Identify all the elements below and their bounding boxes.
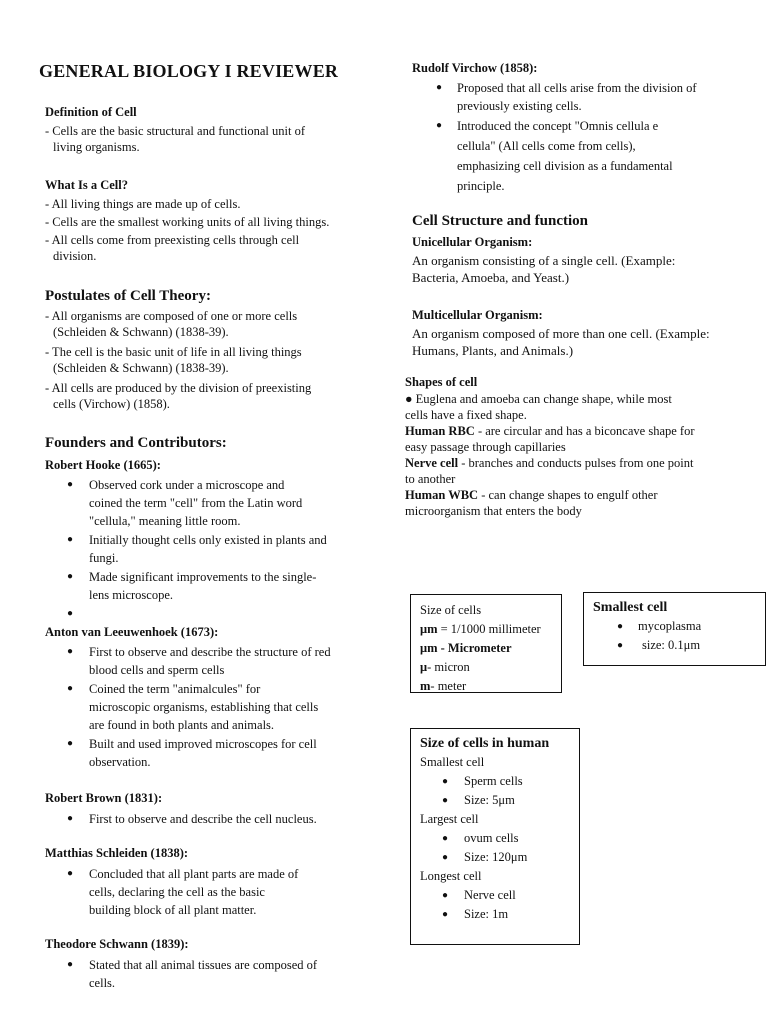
unicellular-line: An organism consisting of a single cell. (Example: (412, 253, 676, 268)
founder-name: Anton van Leeuwenhoek (1673): (45, 625, 219, 639)
shapes-line: to another (405, 472, 456, 486)
founder-name: Robert Brown (1831): (45, 791, 163, 805)
list-item: ● Size: 5μm (420, 791, 579, 810)
list-item: ● Stated that all animal tissues are composed of cells. (67, 958, 318, 990)
shapes-line: easy passage through capillaries (405, 440, 566, 454)
what-is-line: division. (53, 249, 97, 263)
postulate-line: (Schleiden & Schwann) (1838-39). (53, 361, 229, 375)
postulate-line: cells (Virchow) (1858). (53, 397, 170, 411)
bullet-icon: ● (67, 813, 74, 824)
shapes-nerve: Nerve cell - branches and conducts pulses from one point (405, 456, 694, 470)
hooke-list (45, 476, 375, 623)
definition-line: - Cells are the basic structural and functional unit of (45, 124, 305, 138)
human-cell-size-box (410, 728, 580, 945)
postulates-heading: Postulates of Cell Theory: (45, 288, 211, 304)
postulates-section (45, 287, 375, 412)
what-is-heading: What Is a Cell? (45, 178, 128, 192)
size-box-line: m- meter (420, 679, 467, 693)
founder-name: Theodore Schwann (1839): (45, 937, 189, 951)
structure-heading: Cell Structure and function (412, 213, 588, 229)
list-item: ● Size: 1m (420, 905, 579, 924)
smallest-cell-box (583, 592, 766, 666)
bullet-icon: ● (442, 909, 449, 920)
schleiden-list (45, 865, 375, 919)
what-is-line: - All cells come from preexisting cells through cell (45, 233, 300, 247)
shapes-rbc: Human RBC - are circular and has a biconcave shape for (405, 424, 695, 438)
size-box-line: μm = 1/1000 millimeter (420, 622, 541, 636)
multicellular-line: An organism composed of more than one cell. (Example: (412, 326, 710, 341)
founder-name: Matthias Schleiden (1838): (45, 846, 189, 860)
human-box-heading: Size of cells in human (420, 736, 550, 751)
bullet-icon: ● (442, 890, 449, 901)
list-item: ● Observed cork under a microscope and coined the term "cell" from the Latin word "cellula," meaning little room. (67, 478, 303, 528)
bullet-icon: ● (67, 959, 74, 970)
unicellular-heading: Unicellular Organism: (412, 235, 533, 249)
list-item: ● Introduced the concept "Omnis cellula e cellula" (All cells come from cells), emphasizing cell division as a fundamental principle. (412, 116, 742, 196)
virchow-list (412, 79, 742, 196)
list-item: ● First to observe and describe the structure of red blood cells and sperm cells (67, 645, 331, 677)
multicellular-heading: Multicellular Organism: (412, 308, 543, 322)
brown-list (45, 810, 375, 828)
bullet-icon: ● (442, 776, 449, 787)
size-box-title: Size of cells (420, 603, 482, 617)
definition-line: living organisms. (53, 140, 140, 154)
definition-section (45, 104, 375, 155)
what-is-line: - Cells are the smallest working units of all living things. (45, 215, 330, 229)
bullet-icon: ● (617, 640, 624, 651)
shapes-section (405, 374, 750, 519)
size-box-line: μ- micron (420, 660, 470, 674)
bullet-icon: ● (442, 852, 449, 863)
bullet-icon: ● (442, 833, 449, 844)
structure-section (412, 212, 752, 359)
size-of-cells-box (410, 594, 562, 693)
list-item: ● Made significant improvements to the single- lens microscope. (67, 570, 317, 602)
founders-section (45, 434, 375, 993)
founders-heading: Founders and Contributors: (45, 435, 227, 451)
bullet-icon: ● (67, 571, 74, 582)
postulate-line: - All cells are produced by the division of preexisting (45, 381, 312, 395)
size-box-line: μm - Micrometer (420, 641, 512, 655)
definition-heading: Definition of Cell (45, 105, 137, 119)
group-label: Largest cell (420, 812, 479, 826)
bullet-icon: ● (67, 738, 74, 749)
bullet-icon: ● (67, 608, 74, 619)
postulate-line: - All organisms are composed of one or more cells (45, 309, 298, 323)
list-item: ● Coined the term "animalcules" for microscopic organisms, establishing that cells are found in both plants and animals. (67, 682, 319, 732)
shapes-line: microorganism that enters the body (405, 504, 582, 518)
bullet-icon: ● (67, 868, 74, 879)
page-title: GENERAL BIOLOGY I REVIEWER (39, 61, 339, 81)
shapes-heading: Shapes of cell (405, 375, 478, 389)
schwann-list (45, 956, 375, 992)
bullet-icon: ● (67, 479, 74, 490)
list-item: ● Size: 120μm (420, 848, 579, 867)
list-item: ● Built and used improved microscopes for cell observation. (67, 737, 317, 769)
list-item: ● Proposed that all cells arise from the division of previously existing cells. (436, 81, 697, 113)
unicellular-line: Bacteria, Amoeba, and Yeast.) (412, 269, 570, 285)
founder-name: Rudolf Virchow (1858): (412, 61, 538, 75)
founder-name: Robert Hooke (1665): (45, 458, 161, 472)
shapes-line: cells have a fixed shape. (405, 408, 527, 422)
list-item: ● Nerve cell (420, 886, 579, 905)
list-item: ● mycoplasma (593, 617, 765, 636)
list-item: ● ovum cells (420, 829, 579, 848)
list-item: ● Sperm cells (420, 772, 579, 791)
postulate-line: (Schleiden & Schwann) (1838-39). (53, 325, 229, 339)
list-item: ● First to observe and describe the cell nucleus. (67, 812, 317, 826)
group-label: Longest cell (420, 869, 482, 883)
bullet-icon: ● (442, 795, 449, 806)
bullet-icon: ● (67, 683, 74, 694)
group-label: Smallest cell (420, 755, 485, 769)
shapes-wbc: Human WBC - can change shapes to engulf other (405, 488, 658, 502)
shapes-line: ● Euglena and amoeba can change shape, while most (405, 392, 672, 406)
list-item-empty (45, 605, 375, 623)
what-is-line: - All living things are made up of cells. (45, 197, 241, 211)
bullet-icon: ● (436, 120, 443, 131)
multicellular-line: Humans, Plants, and Animals.) (412, 342, 574, 358)
bullet-icon: ● (617, 621, 624, 632)
virchow-section (412, 60, 742, 197)
postulate-line: - The cell is the basic unit of life in all living things (45, 345, 302, 359)
smallest-cell-heading: Smallest cell (593, 600, 668, 615)
bullet-icon: ● (67, 646, 74, 657)
leeuwenhoek-list (45, 643, 375, 771)
bullet-icon: ● (67, 534, 74, 545)
list-item: ● Concluded that all plant parts are made of cells, declaring the cell as the basic building block of all plant matter. (67, 867, 299, 917)
bullet-icon: ● (436, 82, 443, 93)
list-item: ● Initially thought cells only existed in plants and fungi. (67, 533, 327, 565)
list-item: ● size: 0.1μm (593, 636, 765, 655)
what-is-section (45, 177, 375, 264)
